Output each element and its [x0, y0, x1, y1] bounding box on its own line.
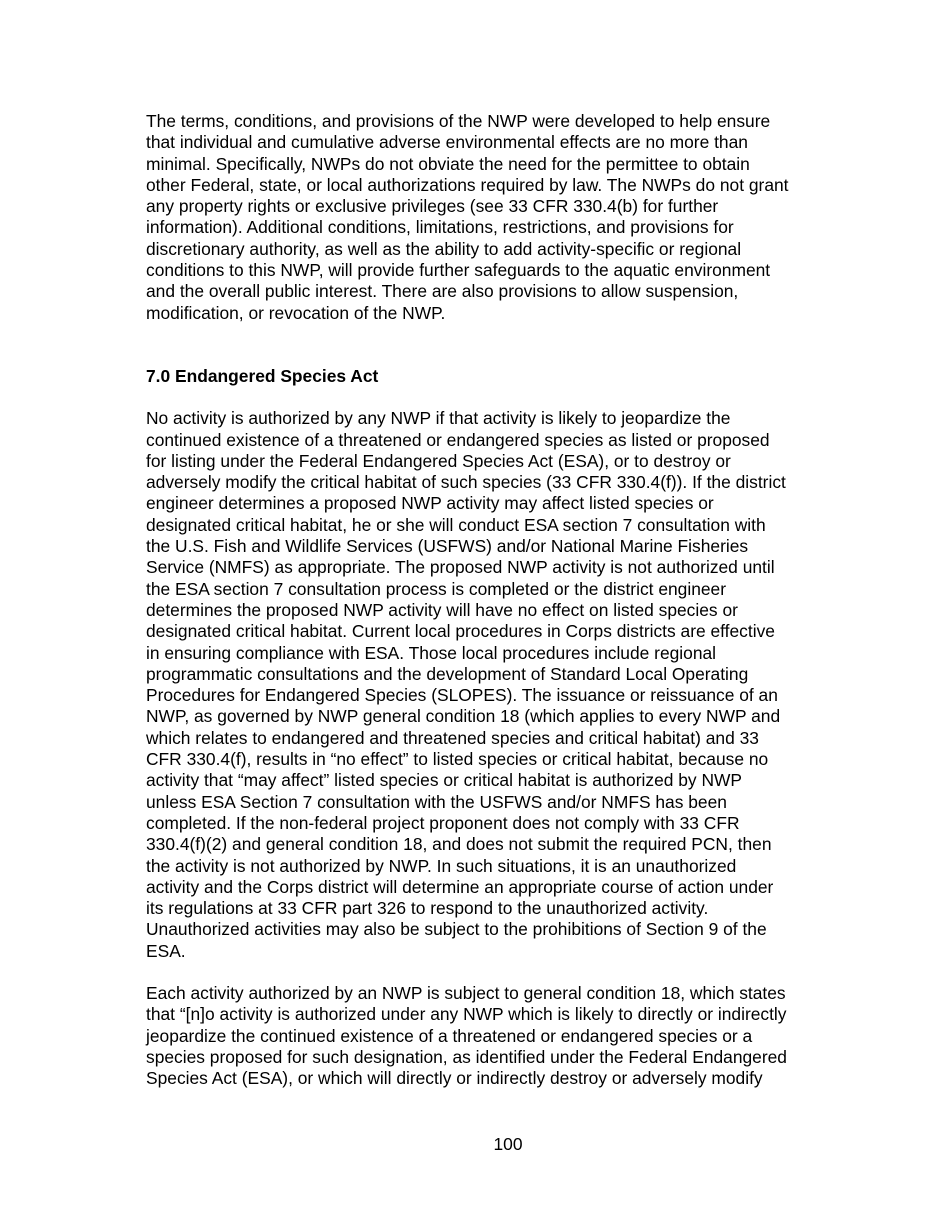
spacer [146, 387, 846, 408]
document-page [146, 111, 846, 1089]
spacer [146, 962, 846, 983]
paragraph-nwp-provisions: The terms, conditions, and provisions of the NWP were developed to help ensure that individual and cumulative adverse environmental effects are no more than minimal. Specifically, NWPs do not obviate the need for the permittee to obtain other Federal, state, or local authorizations required by law. The NWPs do not grant any property rights or exclusive privileges (see 33 CFR 330.4(b) for further information). Additional conditions, limitations, restrictions, and provisions for discretionary authority, as well as the ability to add activity-specific or regional conditions to this NWP, will provide further safeguards to the aquatic environment and the overall public interest. There are also provisions to allow suspension, modification, or revocation of the NWP. [146, 111, 789, 323]
section-heading: 7.0 Endangered Species Act [146, 365, 379, 386]
page-number: 100 [493, 1134, 523, 1154]
paragraph-esa-authorization: No activity is authorized by any NWP if that activity is likely to jeopardize the continued existence of a threatened or endangered species as listed or proposed for listing under the Federal Endangered Species Act (ESA), or to destroy or adversely modify the critical habitat of such species (33 CFR 330.4(f)). If the district engineer determines a proposed NWP activity may affect listed species or designated critical habitat, he or she will conduct ESA section 7 consultation with the U.S. Fish and Wildlife Services (USFWS) and/or National Marine Fisheries Service (NMFS) as appropriate. The proposed NWP activity is not authorized until the ESA section 7 consultation process is completed or the district engineer determines the proposed NWP activity will have no effect on listed species or designated critical habitat. Current local procedures in Corps districts are effective in ensuring compliance with ESA. Those local procedures include regional programmatic consultations and the development of Standard Local Operating Procedures for Endangered Species (SLOPES). The issuance or reissuance of an NWP, as governed by NWP general condition 18 (which applies to every NWP and which relates to endangered and threatened species and critical habitat) and 33 CFR 330.4(f), results in “no effect” to listed species or critical habitat, because no activity that “may affect” listed species or critical habitat is authorized by NWP unless ESA Section 7 consultation with the USFWS and/or NMFS has been completed. If the non-federal project proponent does not comply with 33 CFR 330.4(f)(2) and general condition 18, and does not submit the required PCN, then the activity is not authorized by NWP. In such situations, it is an unauthorized activity and the Corps district will determine an appropriate course of action under its regulations at 33 CFR part 326 to respond to the unauthorized activity. Unauthorized activities may also be subject to the prohibitions of Section 9 of the ESA. [146, 408, 786, 961]
paragraph-general-condition-18: Each activity authorized by an NWP is subject to general condition 18, which states that “[n]o activity is authorized under any NWP which is likely to directly or indirectly jeopardize the continued existence of a threatened or endangered species or a species proposed for such designation, as identified under the Federal Endangered Species Act (ESA), or which will directly or indirectly destroy or adversely modify [146, 982, 787, 1089]
spacer [146, 324, 846, 366]
